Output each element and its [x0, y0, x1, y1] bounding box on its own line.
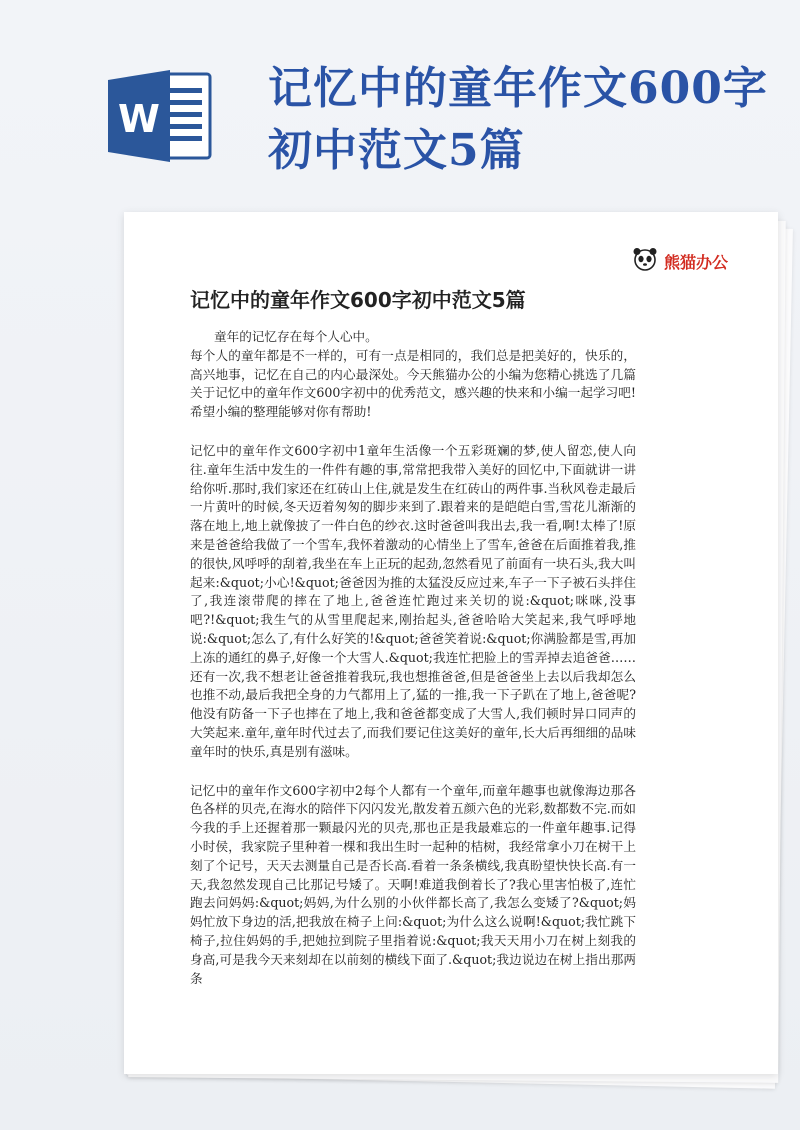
word-document-icon: [108, 66, 216, 166]
document-body: [190, 328, 636, 988]
document-title: 记忆中的童年作文600字初中范文5篇: [190, 288, 526, 312]
svg-text:W: W: [118, 97, 160, 141]
page-title: 记忆中的童年作文600字初中范文5篇: [268, 63, 768, 176]
brand-name: 熊猫办公: [663, 252, 728, 272]
panda-icon: [632, 246, 658, 276]
brand-logo: [632, 246, 728, 276]
essay-1-paragraph: 记忆中的童年作文600字初中1童年生活像一个五彩斑斓的梦,使人留恋,使人向往.童年生活中发生的一件件有趣的事,常常把我带入美好的回忆中,下面就讲一讲给你听.那时,我们家还在红砖山上住,就是发生在红砖山的两件事.当秋风卷走最后一片黄叶的时候,冬天迈着匆匆的脚步来到了.跟着来的是皑皑白雪,雪花儿渐渐的落在地上,地上就像披了一件白色的纱衣.这时爸爸叫我出去,我一看,啊!太棒了!原来是爸爸给我做了一个雪车,我怀着激动的心情坐上了雪车,爸爸在后面推着我,推的很快,风呼呼的刮着,我坐在车上正玩的起劲,忽然看见了前面有一块石头,我大叫起来:&quot;小心!&quot;爸爸因为推的太猛没反应过来,车子一下子被石头拌住了,我连滚带爬的摔在了地上,爸爸连忙跑过来关切的说:&quot;咪咪,没事吧?!&quot;我生气的从雪里爬起来,刚抬起头,爸爸哈哈大笑起来,我气呼呼地说:&quot;怎么了,有什么好笑的!&quot;爸爸笑着说:&quot;你满脸都是雪,再加上冻的通红的鼻子,好像一个大雪人.&quot;我连忙把脸上的雪弄掉去追爸爸……还有一次,我不想老让爸爸推着我玩,我也想推爸爸,但是爸爸坐上去以后我却怎么也推不动,最后我把全身的力气都用上了,猛的一推,我一下子趴在了地上,爸爸呢?他没有防备一下子也摔在了地上,我和爸爸都变成了大雪人,我们顿时异口同声的大笑起来.童年,童年时代过去了,而我们要记住这美好的童年,长大后再细细的品味童年时的快乐,真是别有滋味。: [190, 442, 636, 759]
intro-paragraph: 每个人的童年都是不一样的，可有一点是相同的，我们总是把美好的，快乐的，高兴地事，记忆在自己的内心最深处。今天熊猫办公的小编为您精心挑选了几篇关于记忆中的童年作文600字初中的优秀范文，感兴趣的快来和小编一起学习吧!希望小编的整理能够对你有帮助!: [190, 347, 636, 420]
essay-2-paragraph: 记忆中的童年作文600字初中2每个人都有一个童年,而童年趣事也就像海边那各色各样的贝壳,在海水的陪伴下闪闪发光,散发着五颜六色的光彩,数都数不完.而如今我的手上还握着那一颗最闪光的贝壳,那也正是我最难忘的一件童年趣事.记得小时侯，我家院子里种着一棵和我出生时一起种的桔树，我经常拿小刀在树干上刻了个记号，天天去测量自己是否长高.看着一条条横线,我真盼望快快长高.有一天,我忽然发现自己比那记号矮了。天啊!难道我倒着长了?我心里害怕极了,连忙跑去问妈妈:&quot;妈妈,为什么别的小伙伴都长高了,我怎么变矮了?&quot;妈妈忙放下身边的活,把我放在椅子上问:&quot;为什么这么说啊!&quot;我忙跳下椅子,拉住妈妈的手,把她拉到院子里指着说:&quot;我天天用小刀在树上刻我的身高,可是我今天来刻却在以前刻的横线下面了.&quot;我边说边在树上指出那两条: [190, 782, 636, 986]
document-page: [124, 212, 778, 1074]
intro-first-line: 童年的记忆存在每个人心中。: [214, 329, 378, 344]
